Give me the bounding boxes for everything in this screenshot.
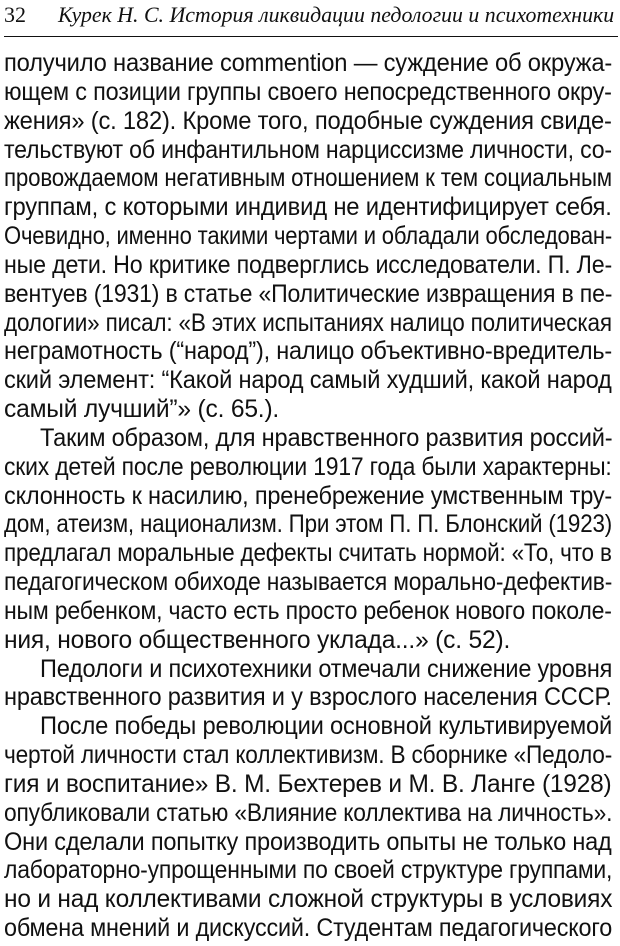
page-number: 32 <box>4 2 26 27</box>
text-line: неграмотность (“народ”), налицо объективно-вредитель- <box>4 338 613 366</box>
text-line: вентуев (1931) в статье «Политические извращения в пе- <box>4 280 613 308</box>
text-line: дом, атеизм, национализм. При этом П. П. Блонский (1923) <box>4 511 613 539</box>
text-line: предлагал моральные дефекты считать нормой: «То, что в <box>4 540 612 568</box>
text-line: ния, нового общественного уклада...» (с. 52). <box>4 626 511 654</box>
text-line: тельствуют об инфантильном нарциссизме личности, со- <box>4 136 612 164</box>
text-line: После победы революции основной культивируемой <box>40 713 613 741</box>
text-line: ющем с позиции группы своего непосредственного окру- <box>4 78 612 106</box>
text-line: опубликовали статью «Влияние коллектива на личность». <box>4 799 613 827</box>
text-line: обмена мнений и дискуссий. Студентам педагогического <box>4 915 613 943</box>
text-line: Таким образом, для нравственного развития россий- <box>40 424 613 452</box>
text-line: нравственного развития и у взрослого населения СССР. <box>4 684 612 712</box>
text-line: дологии» писал: «В этих испытаниях налицо политическая <box>4 309 612 337</box>
text-line: ные дети. Но критике подверглись исследователи. П. Ле- <box>4 251 612 279</box>
text-line: педагогическом обиходе называется морально-дефектив- <box>4 569 613 597</box>
text-line: склонность к насилию, пренебрежение умственным тру- <box>4 482 613 510</box>
page-header <box>0 0 620 42</box>
text-line: но и над коллективами сложной структуры в условиях <box>4 886 613 914</box>
text-line: Педологи и психотехники отмечали снижение уровня <box>40 655 613 683</box>
text-line: жения» (с. 182). Кроме того, подобные суждения свиде- <box>4 107 612 135</box>
text-line: самый лучший”» (с. 65.). <box>4 396 280 424</box>
text-line: чертой личности стал коллективизм. В сборнике «Педоло- <box>4 742 613 770</box>
text-line: группам, с которыми индивид не идентифицирует себя. <box>4 194 612 222</box>
text-line: Они сделали попытку производить опыты не только над <box>4 828 612 856</box>
text-line: гия и воспитание» В. М. Бехтерев и М. В. Ланге (1928) <box>4 770 612 798</box>
text-line: провождаемом негативным отношением к тем социальным <box>4 165 612 193</box>
text-line: получило название commention — суждение об окружа- <box>4 50 613 77</box>
text-line: Очевидно, именно такими чертами и обладали обследован- <box>4 223 613 251</box>
text-line: ский элемент: “Какой народ самый худший, какой народ <box>4 367 612 395</box>
text-line: ным ребенком, часто есть просто ребенок нового поколе- <box>4 597 612 625</box>
text-line: лабораторно-упрощенными по своей структуре группами, <box>4 857 613 885</box>
header-rule <box>4 36 618 37</box>
text-line: ских детей после революции 1917 года были характерны: <box>4 453 612 481</box>
running-title: Курек Н. С. История ликвидации педологии и психотехники <box>58 2 615 27</box>
